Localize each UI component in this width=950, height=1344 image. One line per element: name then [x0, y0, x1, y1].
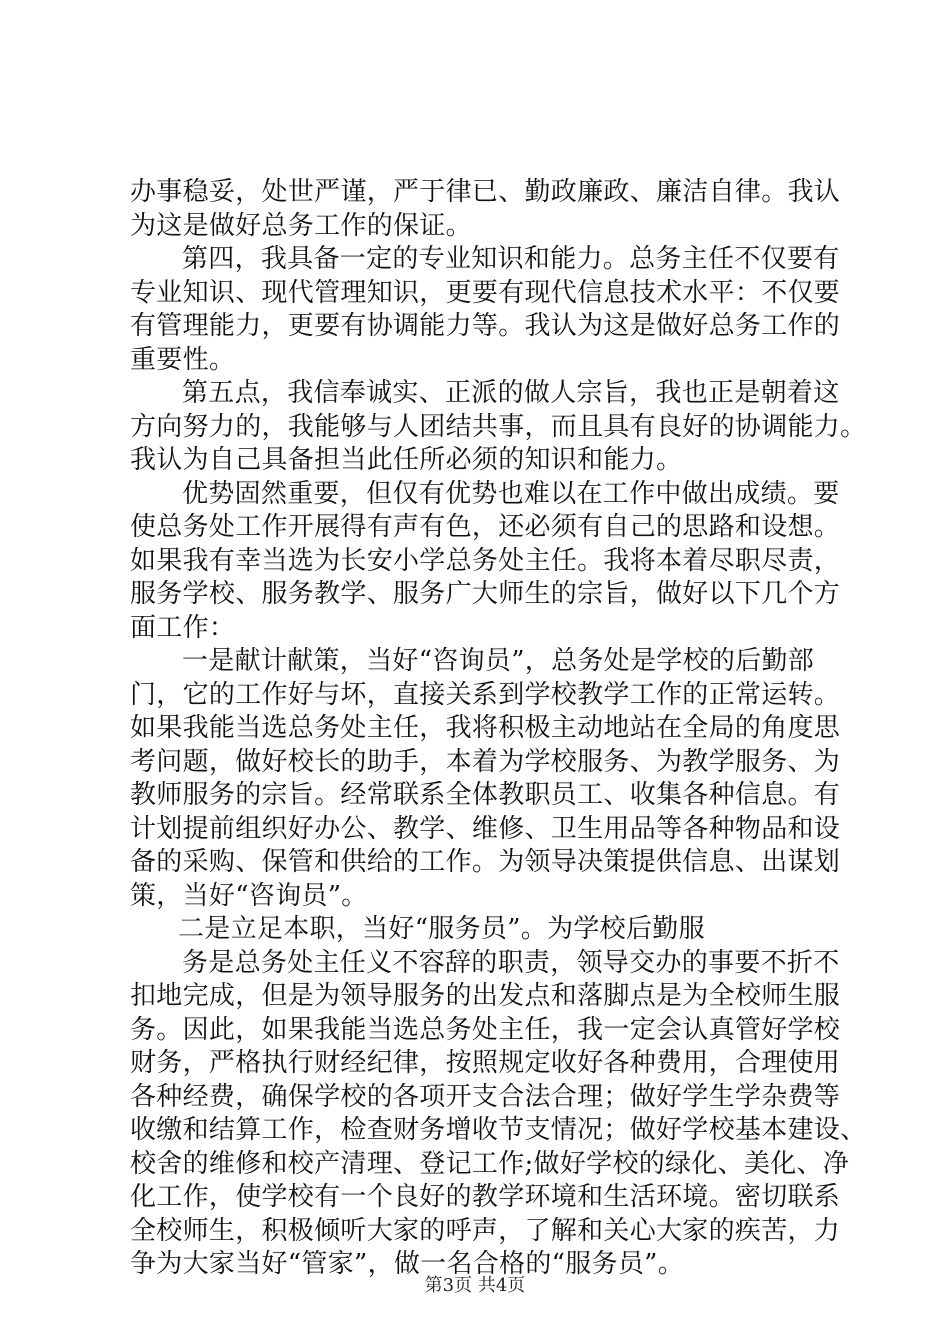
text-line: 使总务处工作开展得有声有色，还必须有自己的思路和设想。: [130, 512, 841, 542]
text-line: 我认为自己具备担当此任所必须的知识和能力。: [130, 445, 683, 475]
text-line: 化工作，使学校有一个良好的教学环境和生活环境。密切联系: [130, 1182, 841, 1212]
text-line: 教师服务的宗旨。经常联系全体教职员工、收集各种信息。有: [130, 780, 841, 810]
text-line: 面工作：: [130, 612, 236, 643]
text-line: 服务学校、服务教学、服务广大师生的宗旨，做好以下几个方: [130, 579, 841, 609]
paragraph-start-line: 务是总务处主任义不容辞的职责，领导交办的事要不折不: [182, 947, 840, 978]
text-line: 有管理能力，更要有协调能力等。我认为这是做好总务工作的: [130, 311, 841, 341]
text-line: 方向努力的，我能够与人团结共事，而且具有良好的协调能力。: [130, 411, 867, 442]
text-line: 考问题，做好校长的助手，本着为学校服务、为教学服务、为: [130, 746, 841, 777]
text-line: 专业知识、现代管理知识，更要有现代信息技术水平：不仅要: [130, 277, 841, 308]
text-line: 如果我有幸当选为长安小学总务处主任。我将本着尽职尽责，: [130, 545, 841, 576]
text-line: 门，它的工作好与坏，直接关系到学校教学工作的正常运转。: [130, 679, 841, 710]
text-line: 扣地完成，但是为领导服务的出发点和落脚点是为全校师生服: [130, 981, 841, 1011]
text-line: 重要性。: [130, 344, 236, 375]
paragraph-start-line: 第五点，我信奉诚实、正派的做人宗旨，我也正是朝着这: [182, 378, 840, 408]
text-line: 各种经费，确保学校的各项开支合法合理；做好学生学杂费等: [130, 1081, 841, 1112]
text-line: 财务，严格执行财经纪律，按照规定收好各种费用，合理使用: [130, 1048, 841, 1078]
text-line: 务。因此，如果我能当选总务处主任，我一定会认真管好学校: [130, 1014, 841, 1045]
paragraph-start-line: 二是立足本职，当好“服务员”。为学校后勤服: [178, 914, 705, 944]
text-line: 策，当好“咨询员”。: [130, 880, 368, 911]
paragraph-start-line: 优势固然重要，但仅有优势也难以在工作中做出成绩。要: [182, 478, 840, 509]
text-line: 计划提前组织好办公、教学、维修、卫生用品等各种物品和设: [130, 813, 841, 844]
document-body: [130, 176, 867, 1282]
page-number-footer: 第3页 共4页: [424, 1275, 526, 1296]
text-line: 如果我能当选总务处主任，我将积极主动地站在全局的角度思: [130, 713, 841, 743]
paragraph-start-line: 一是献计献策，当好“咨询员”，总务处是学校的后勤部: [182, 646, 815, 676]
text-line: 办事稳妥，处世严谨，严于律已、勤政廉政、廉洁自律。我认: [130, 177, 841, 207]
text-line: 校舍的维修和校产清理、登记工作;做好学校的绿化、美化、净: [130, 1148, 850, 1179]
text-line: 为这是做好总务工作的保证。: [130, 210, 472, 241]
text-line: 全校师生，积极倾听大家的呼声，了解和关心大家的疾苦，力: [130, 1215, 841, 1246]
text-line: 备的采购、保管和供给的工作。为领导决策提供信息、出谋划: [130, 847, 841, 877]
text-line: 收缴和结算工作，检查财务增收节支情况；做好学校基本建设、: [130, 1115, 867, 1145]
text-line: 争为大家当好“管家”，做一名合格的“服务员”。: [130, 1249, 685, 1279]
paragraph-start-line: 第四，我具备一定的专业知识和能力。总务主任不仅要有: [182, 244, 840, 274]
